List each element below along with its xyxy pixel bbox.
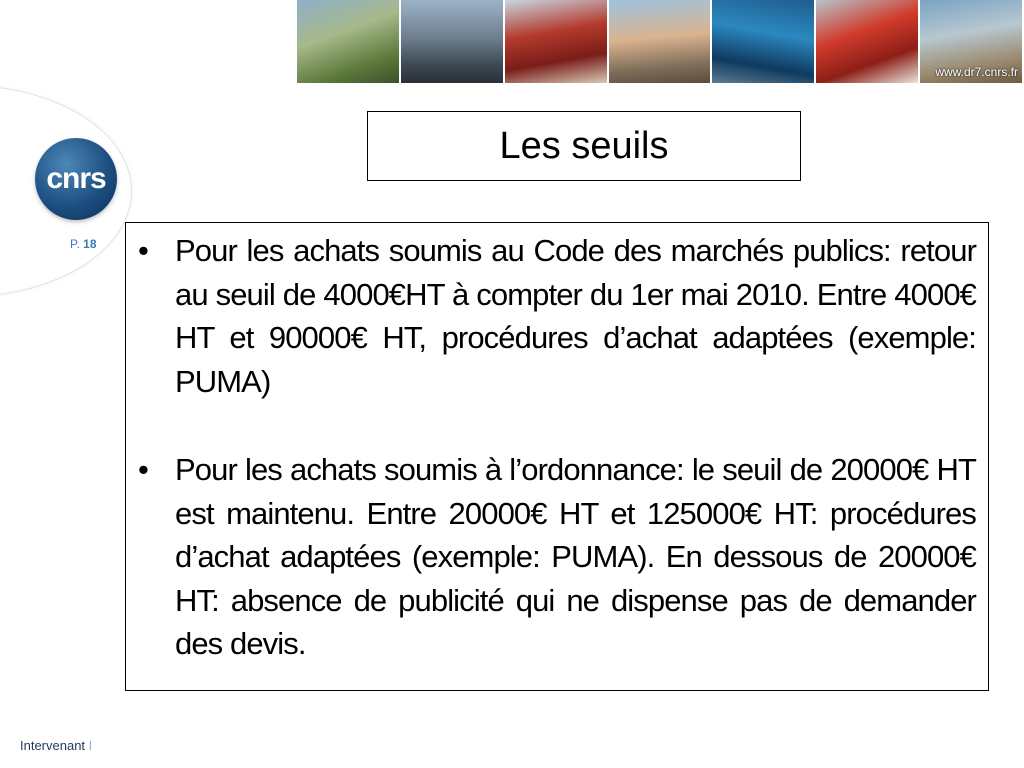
microscope-photo: [712, 0, 816, 83]
lab-scientist-photo: [401, 0, 505, 83]
page-number-value: 18: [83, 237, 97, 251]
bullet-symbol: •: [138, 233, 149, 268]
header-photo-banner: [297, 0, 1024, 83]
bullet-item: [138, 229, 976, 403]
bullet-text: Pour les achats soumis au Code des marchés publics: retour au seuil de 4000€HT à compter du 1er mai 2010. Entre 4000€ HT et 90000€ HT, procédures d’achat adaptées (exemple: PUMA): [175, 233, 976, 399]
logo-text: cnrs: [46, 162, 106, 195]
slide-title-box: [367, 111, 801, 181]
bird-colony-photo: [816, 0, 920, 83]
bullet-item: [138, 448, 976, 666]
page-number: [70, 237, 97, 251]
bullet-symbol: •: [138, 452, 149, 487]
cnrs-logo: [35, 138, 117, 220]
rock-sampling-photo: [609, 0, 713, 83]
slide-title: Les seuils: [499, 124, 669, 167]
bullet-text: Pour les achats soumis à l’ordonnance: le seuil de 20000€ HT est maintenu. Entre 20000€ HT et 125000€ HT: procédures d’achat adaptées (exemple: PUMA). En dessous de 20000€ HT: absence de publicité qui ne dispense pas de demander des devis.: [175, 452, 976, 661]
footer-separator: I: [88, 738, 93, 753]
slide-content-box: [125, 222, 989, 691]
page-number-prefix: P.: [70, 237, 80, 251]
glass-equipment-photo: [505, 0, 609, 83]
banner-url: www.dr7.cnrs.fr: [935, 65, 1018, 79]
field-research-photo: [297, 0, 401, 83]
footer-label: Intervenant: [20, 738, 86, 753]
footer: [20, 738, 92, 753]
